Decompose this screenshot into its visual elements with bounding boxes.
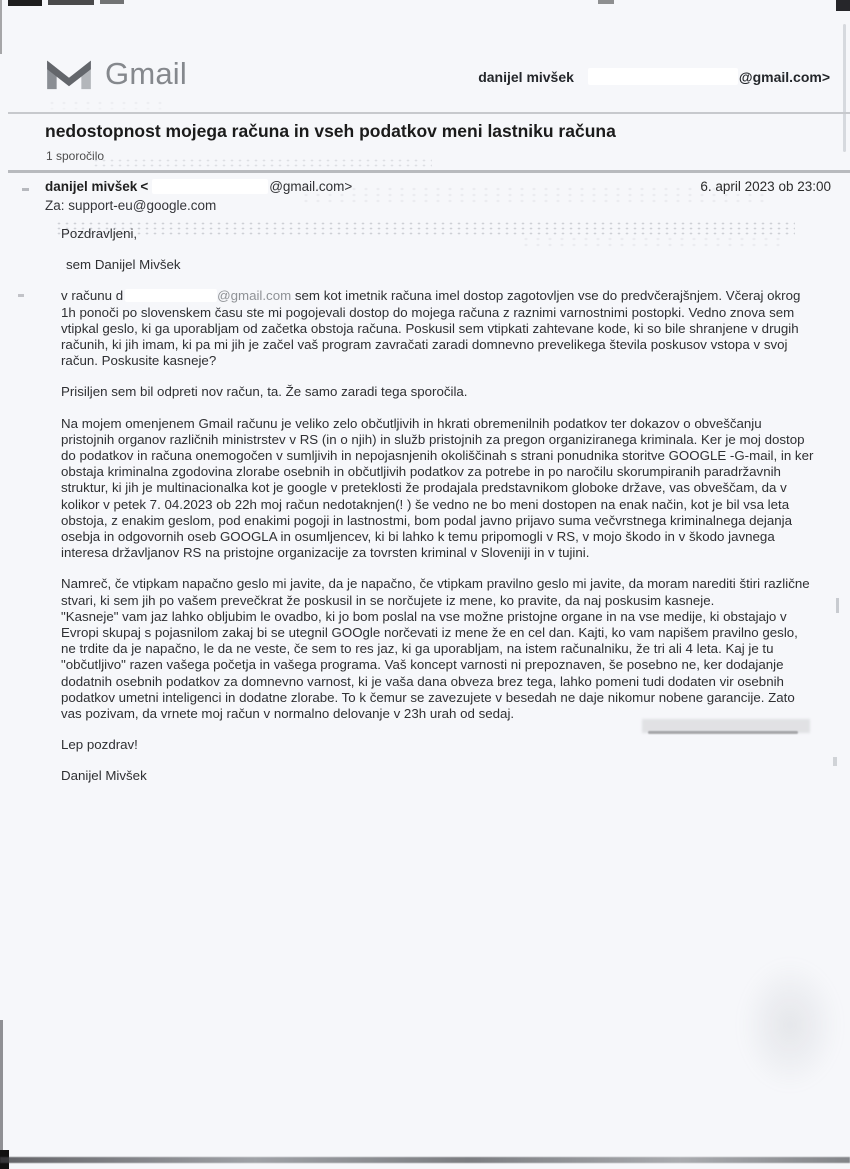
account-name: danijel mivšek [478, 68, 574, 85]
scan-noise [833, 757, 837, 766]
scan-artifact [0, 1020, 3, 1160]
paragraph: Na mojem omenjenem Gmail računu je veliko zelo občutljivih in hkrati obremenilnih podatkov ter dokazov o obveščanju pristojnih organov različnih ministrstev v RS (in o njih) in služb pristojnih za pregon organiziranega kriminala. Ker je moj dostop do podatkov in računa onemogočen v sumljivih in nepojasnjenih okoliščinah s strani ponudnika storitve GOOGLE -G-mail, in ker obstaja kriminalna zgodovina zlorabe osebnih in občutljivih podatkov za potrebe in po naročilu skorumpiranih paradržavnih struktur, ki jih je multinacionalka kot je google v preteklosti že prodajala predstavnikom globoke države, vas obveščam, da v kolikor v petek 7. 04.2023 ob 22h moj račun nedotaknjen(! ) še vedno ne bo meni dostopen na enak način, kot je bil vsa leta obstoja, z enakim geslom, pod enakimi pogoji in lastnostmi, bom podal javno prijavo suma večvrstnega kriminalnega dejanja osebja in odgovornih oseb GOOGLA in osumljencev, ki bi lahko k temu pripomogli v RS, v mojo škodo in v škodo javnega interesa državljanov RS na pristojne organizacije za tovrsten kriminal v Sloveniji in v tujini. [61, 415, 814, 561]
print-header [44, 54, 830, 92]
closing: Lep pozdrav! [61, 737, 138, 753]
paragraph: Prisiljen sem bil odpreti nov račun, ta. Že samo zaradi tega sporočila. [61, 384, 468, 400]
paragraph [61, 288, 815, 369]
paragraph-group [61, 576, 815, 722]
signature: Danijel Mivšek [61, 768, 147, 784]
scan-artifact [100, 0, 124, 4]
scan-shadow [740, 960, 840, 1090]
redacted-email [588, 68, 738, 85]
scan-noise [18, 294, 24, 297]
account-email-suffix: @gmail.com> [738, 68, 830, 85]
sender-name: danijel mivšek [45, 179, 138, 194]
scan-artifact [836, 0, 850, 11]
account-identity [478, 68, 830, 85]
scan-artifact [0, 1157, 850, 1163]
gmail-m-icon [44, 54, 94, 92]
gmail-logo [44, 54, 187, 92]
email-fragment: @gmail.com [217, 288, 292, 304]
paragraph-text: sem kot imetnik računa imel dostop zagotovljen vse do predvčerajšnjem. Včeraj okrog 1h ponoči po slovenskem času ste mi pogojevali dostop do mojega računa z raznimi varnostnimi postopki. Vedno znova sem vtipkal geslo, ki ga uporabljam od začetka obstoja računa. Poskusil sem vtipkati zahtevane kode, ki so bile shranjene v drugih računih, ki jih imam, ki pa mi jih je začel vaš program zavračati zaradi domnevno prevelikega števila poskusov vstopa v svoj račun. Poskusite kasneje? [61, 288, 801, 369]
message-date: 6. april 2023 ob 23:00 [700, 179, 831, 194]
divider [8, 112, 850, 114]
intro-line: sem Danijel Mivšek [66, 257, 181, 273]
sender-bracket: < [140, 179, 149, 194]
from-line [45, 179, 352, 194]
redacted-email [125, 289, 217, 302]
message-body [61, 226, 815, 800]
recipient-line: Za: support-eu@google.com [45, 198, 217, 213]
paragraph: Namreč, če vtipkam napačno geslo mi javite, da je napačno, če vtipkam pravilno geslo mi javite, da moram narediti štiri različne stvari, ki sem jih po vašem prevečkrat že poskusil in se norčujete iz mene, ko pravite, da naj poskusim kasneje. [61, 576, 810, 608]
greeting: Pozdravljeni, [61, 226, 138, 241]
scan-noise [836, 598, 839, 613]
gmail-wordmark: Gmail [105, 55, 187, 91]
scan-artifact [843, 24, 846, 152]
scan-noise [46, 100, 166, 109]
scan-artifact [8, 0, 42, 6]
sender-email-suffix: @gmail.com> [269, 179, 353, 194]
redacted-email [152, 179, 268, 194]
scan-noise [22, 188, 29, 191]
scan-artifact [48, 0, 94, 5]
email-subject: nedostopnost mojega računa in vseh podatkov meni lastniku računa [45, 121, 616, 141]
paragraph: "Kasneje" vam jaz lahko obljubim le ovadbo, ki jo bom poslal na vse možne pristojne organe in na vse medije, ki obstajajo v Evropi skupaj s pojasnilom zakaj bi se utegnil GOOgle norčevati iz mene že en cel dan. Kajti, ko vam napišem pravilno geslo, ne trdite da je napačno, le da ne veste, če sem to res jaz, ki ga uporabljam, na istem računalniku, že tri ali 4 leta. Kaj je tu "občutljivo" razen vašega početja in vašega programa. Vaš koncept varnosti ni prepoznaven, še posebno ne, ker dodajanje dodatnih osebnih podatkov za domnevno varnost, ki je vaša dana obveza brez tega, lahko pomeni tudi dodaten vir osebnih podatkov umetni inteligenci in dodatne zlorabe. To k čemur se zavezujete v besedah ne daje nikomur nobene garancije. Zato vas pozivam, da vrnete moj račun v normalno delovanje v 23h urah od sedaj. [61, 608, 798, 722]
message-header [45, 179, 831, 213]
paragraph-text: v računu d [61, 288, 124, 304]
scan-artifact [0, 0, 2, 54]
divider [8, 170, 850, 173]
scan-noise [92, 158, 432, 169]
message-count: 1 sporočilo [46, 149, 105, 163]
scan-artifact [0, 1150, 9, 1169]
scan-artifact [598, 0, 614, 4]
